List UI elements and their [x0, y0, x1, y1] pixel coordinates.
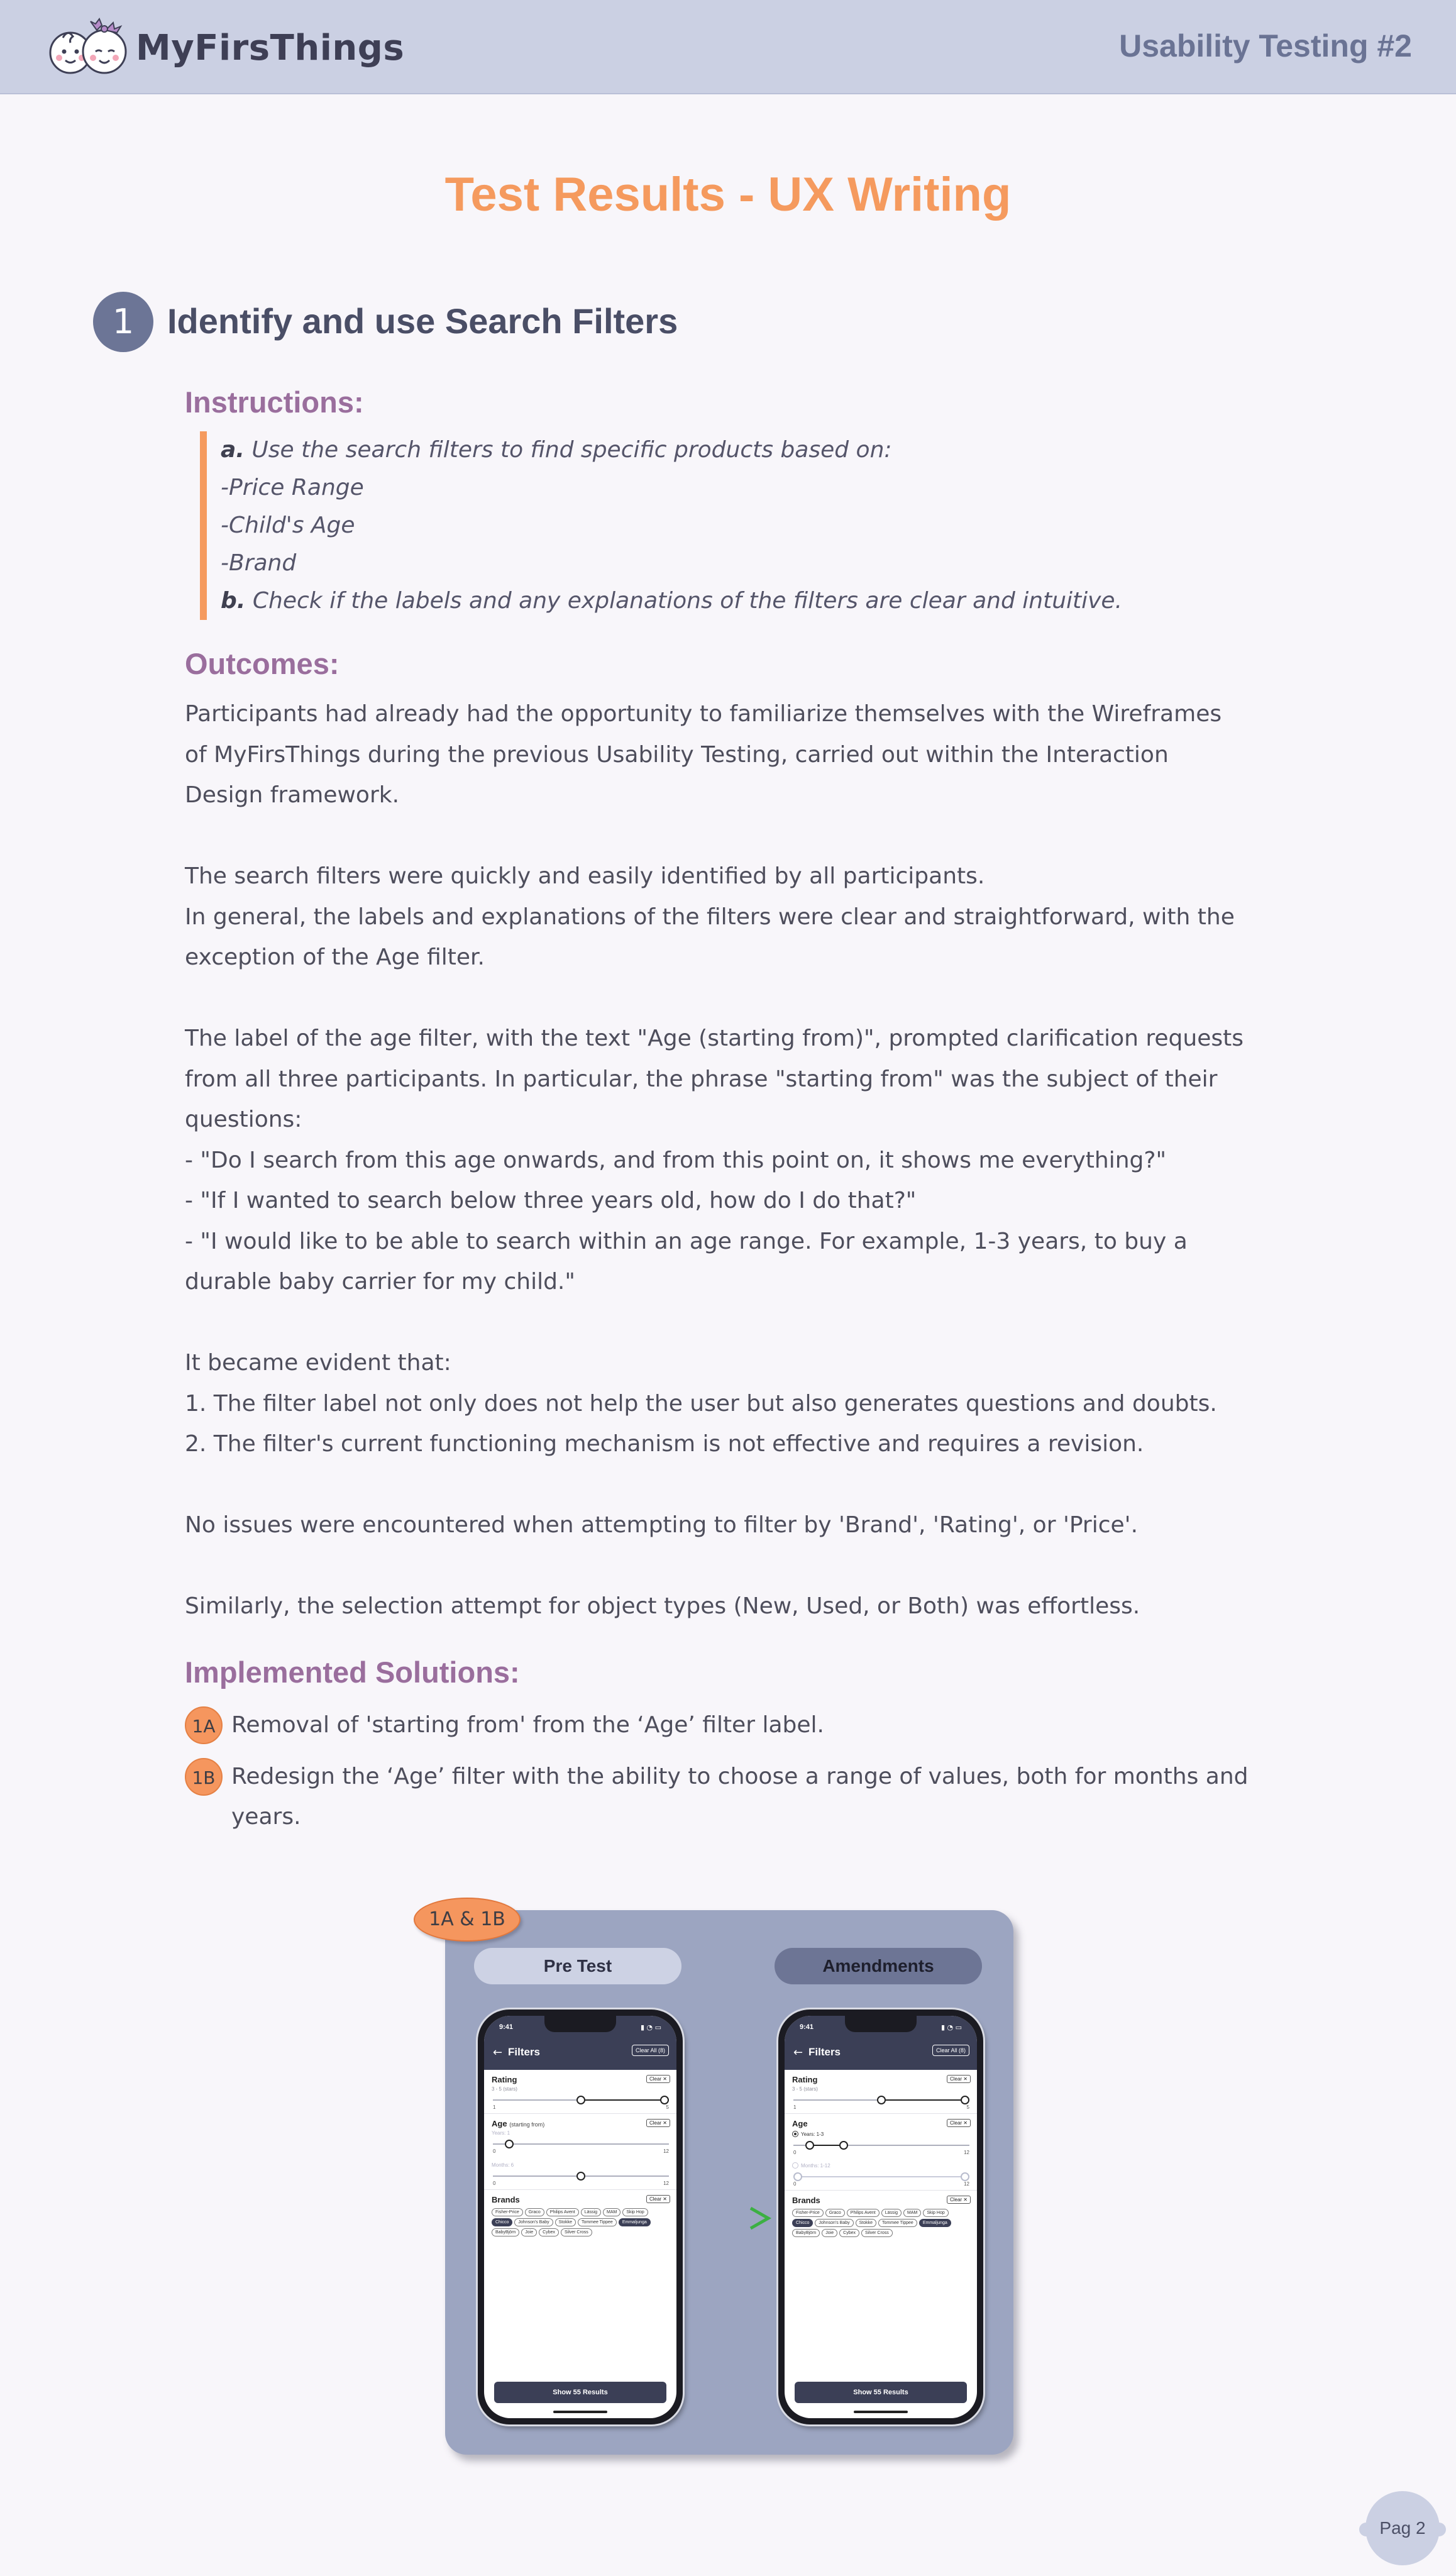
- solution-text: Removal of 'starting from' from the ‘Age’ filter label.: [231, 1712, 824, 1738]
- brand-chip[interactable]: Chicco: [792, 2219, 813, 2227]
- outcome-line: [185, 1303, 1291, 1344]
- outcome-line: 1. The filter label not only does not help the user but also generates questions and doubts.: [185, 1390, 1217, 1417]
- status-icons: ▮ ◔ ▭: [640, 2023, 661, 2032]
- instructions-heading: Instructions:: [185, 385, 364, 419]
- brand-chip[interactable]: Stokke: [555, 2218, 576, 2226]
- brand-chip[interactable]: Philips Avent: [847, 2209, 880, 2217]
- amendments-label: Amendments: [775, 1948, 982, 1984]
- clear-button[interactable]: Clear ✕: [947, 2119, 971, 2127]
- rating-value: 3 - 5 (stars): [492, 2086, 517, 2092]
- outcome-line: Similarly, the selection attempt for object types (New, Used, or Both) was effortless.: [185, 1593, 1140, 1619]
- clear-all-button[interactable]: Clear All (8): [632, 2045, 669, 2056]
- brand-chip[interactable]: Tommee Tippee: [578, 2218, 617, 2226]
- status-time: 9:41: [800, 2023, 814, 2031]
- clear-button[interactable]: Clear ✕: [947, 2075, 971, 2083]
- instruction-a: a. Use the search filters to find specific products based on:: [221, 437, 892, 463]
- brand-chip[interactable]: Skip Hop: [923, 2209, 948, 2217]
- years-range-slider[interactable]: [792, 2138, 971, 2155]
- slider-thumb[interactable]: [805, 2141, 814, 2150]
- outcome-line: of MyFirsThings during the previous Usability Testing, carried out within the Interaction: [185, 741, 1169, 768]
- brand-chip[interactable]: Johnson's Baby: [514, 2218, 553, 2226]
- outcome-line: from all three participants. In particular, the phrase "starting from" was the subject of their: [185, 1066, 1218, 1092]
- rating-slider[interactable]: [492, 2093, 670, 2109]
- outcome-line: Design framework.: [185, 782, 400, 808]
- instruction-b: b. Check if the labels and any explanations of the filters are clear and intuitive.: [221, 588, 1123, 614]
- age-title: Age: [792, 2119, 808, 2128]
- slider-max: 12: [663, 2181, 669, 2186]
- months-label: Months: 6: [492, 2162, 514, 2168]
- brand-chip[interactable]: Cybex: [839, 2229, 859, 2237]
- months-label: Months: 1-12: [801, 2162, 830, 2169]
- filters-title: Filters: [508, 2046, 541, 2058]
- brand-chip[interactable]: MAM: [903, 2209, 921, 2217]
- outcome-line: Participants had already had the opportunity to familiarize themselves with the Wireframes: [185, 701, 1222, 727]
- brand-chip[interactable]: Stokke: [856, 2219, 876, 2227]
- rating-value: 3 - 5 (stars): [792, 2086, 818, 2092]
- slider-thumb[interactable]: [839, 2141, 848, 2150]
- brand-chip[interactable]: Fisher-Price: [492, 2208, 523, 2216]
- brand-chips: [492, 2208, 670, 2236]
- brand-chip[interactable]: Lässig: [881, 2209, 902, 2217]
- slider-thumb[interactable]: [793, 2172, 802, 2181]
- outcome-line: [185, 1546, 1291, 1587]
- section-title: Identify and use Search Filters: [167, 301, 678, 341]
- outcome-line: questions:: [185, 1107, 302, 1132]
- outcome-line: [185, 1465, 1291, 1506]
- brand-chip[interactable]: Skip Hop: [622, 2208, 648, 2216]
- years-label: Years: 1: [492, 2130, 510, 2136]
- solution-1a: [185, 1706, 824, 1745]
- home-indicator: [854, 2411, 908, 2413]
- slider-thumb[interactable]: [576, 2172, 585, 2181]
- slider-min: 1: [793, 2104, 797, 2110]
- clear-button[interactable]: Clear ✕: [646, 2119, 670, 2127]
- figure-badge: 1A & 1B: [414, 1898, 521, 1942]
- instruction-item: -Brand: [221, 550, 297, 576]
- brand-chip[interactable]: MAM: [603, 2208, 620, 2216]
- brands-title: Brands: [792, 2196, 820, 2205]
- age-section: [785, 2114, 977, 2191]
- slider-min: 0: [793, 2181, 797, 2187]
- slider-min: 1: [493, 2104, 496, 2110]
- rating-section: [785, 2070, 977, 2114]
- clear-button[interactable]: Clear ✕: [646, 2195, 670, 2203]
- slider-thumb[interactable]: [660, 2096, 669, 2104]
- solution-badge: 1A: [185, 1706, 223, 1744]
- brand-chip[interactable]: Philips Avent: [546, 2208, 579, 2216]
- outcome-line: - "I would like to be able to search within an age range. For example, 1-3 years, to buy a: [185, 1228, 1188, 1254]
- clear-button[interactable]: Clear ✕: [947, 2196, 971, 2204]
- slider-max: 5: [966, 2104, 969, 2110]
- slider-thumb[interactable]: [576, 2096, 585, 2104]
- age-title: Age (starting from): [492, 2119, 545, 2128]
- brand-chip[interactable]: BabyBjörn: [492, 2228, 519, 2236]
- pre-test-label: Pre Test: [474, 1948, 681, 1984]
- slider-min: 0: [493, 2181, 496, 2186]
- brands-section: [785, 2191, 977, 2241]
- brand-chips: [792, 2209, 971, 2237]
- brands-title: Brands: [492, 2195, 520, 2204]
- status-icons: ▮ ◔ ▭: [940, 2023, 962, 2032]
- brands-section: [484, 2190, 676, 2240]
- phone-notch: [544, 2016, 616, 2032]
- home-indicator: [553, 2411, 607, 2413]
- brand-chip[interactable]: Chicco: [492, 2218, 512, 2226]
- instruction-item: -Child's Age: [221, 512, 355, 538]
- brand-chip[interactable]: Tommee Tippee: [878, 2219, 917, 2227]
- section-number-badge: 1: [93, 292, 153, 352]
- slider-min: 0: [793, 2150, 797, 2155]
- slider-thumb[interactable]: [961, 2172, 969, 2181]
- outcomes-heading: Outcomes:: [185, 647, 339, 680]
- solutions-heading: Implemented Solutions:: [185, 1656, 520, 1689]
- arrow-left-icon[interactable]: ←: [493, 2046, 503, 2059]
- brand-chip[interactable]: Lässig: [581, 2208, 601, 2216]
- page-title: Test Results - UX Writing: [444, 168, 1012, 221]
- radio-unselected-icon[interactable]: [792, 2162, 798, 2169]
- slider-thumb[interactable]: [961, 2096, 969, 2104]
- instruction-item: -Price Range: [221, 475, 364, 500]
- brand-logo: [44, 16, 404, 79]
- outcome-line: - "Do I search from this age onwards, and from this point on, it shows me everything?": [185, 1147, 1167, 1173]
- solution-1b: [185, 1758, 1249, 1837]
- outcome-line: durable baby carrier for my child.": [185, 1269, 575, 1295]
- brand-chip[interactable]: Silver Cross: [861, 2229, 893, 2237]
- outcome-line: The label of the age filter, with the text "Age (starting from)", prompted clarification requests: [185, 1025, 1244, 1051]
- header-title: Usability Testing #2: [1119, 28, 1412, 64]
- radio-selected-icon[interactable]: [792, 2131, 798, 2137]
- years-option[interactable]: [792, 2131, 971, 2137]
- brand-chip[interactable]: Johnson's Baby: [815, 2219, 853, 2227]
- outcome-line: In general, the labels and explanations of the filters were clear and straightforward, with the: [185, 904, 1235, 930]
- slider-max: 5: [666, 2104, 669, 2110]
- status-time: 9:41: [499, 2023, 514, 2031]
- phone-screen: [484, 2016, 676, 2418]
- brand-chip[interactable]: Graco: [525, 2208, 544, 2216]
- years-label: Years: 1-3: [801, 2131, 824, 2137]
- show-results-button[interactable]: Show 55 Results: [494, 2382, 666, 2403]
- phone-screen: [785, 2016, 977, 2418]
- slider-max: 12: [663, 2148, 669, 2154]
- instructions-quote: [200, 431, 1294, 620]
- outcome-line: 2. The filter's current functioning mechanism is not effective and requires a revision.: [185, 1431, 1144, 1457]
- arrow-left-icon[interactable]: ←: [793, 2046, 803, 2059]
- months-slider[interactable]: [492, 2169, 670, 2186]
- clear-all-button[interactable]: Clear All (8): [932, 2045, 969, 2056]
- show-results-button[interactable]: Show 55 Results: [795, 2382, 967, 2403]
- pre-test-phone: [478, 2009, 683, 2424]
- rating-slider[interactable]: [792, 2093, 971, 2109]
- outcome-line: - "If I wanted to search below three years old, how do I do that?": [185, 1188, 917, 1213]
- baby-faces-logo-icon: [44, 16, 132, 79]
- rating-section: [484, 2070, 676, 2114]
- outcome-line: It became evident that:: [185, 1350, 451, 1376]
- brand-chip[interactable]: Joie: [822, 2229, 837, 2237]
- slider-min: 0: [493, 2148, 496, 2154]
- outcome-line: exception of the Age filter.: [185, 944, 485, 970]
- brand-chip[interactable]: Joie: [521, 2228, 537, 2236]
- solution-badge: 1B: [185, 1758, 223, 1796]
- brand-chip[interactable]: Emmaljunga: [919, 2219, 951, 2227]
- clear-button[interactable]: Clear ✕: [646, 2075, 670, 2083]
- months-range-slider[interactable]: [792, 2170, 971, 2186]
- years-slider[interactable]: [492, 2137, 670, 2153]
- page-number: Pag 2: [1365, 2491, 1440, 2565]
- months-option[interactable]: [792, 2162, 971, 2169]
- outcome-line: [185, 978, 1291, 1019]
- brand-chip[interactable]: Emmaljunga: [619, 2218, 651, 2226]
- brand-chip[interactable]: Fisher-Price: [792, 2209, 824, 2217]
- brand-chip[interactable]: Silver Cross: [561, 2228, 592, 2236]
- outcomes-body: [185, 694, 1291, 1627]
- amendments-phone: [778, 2009, 983, 2424]
- solution-text: Redesign the ‘Age’ filter with the ability to choose a range of values, both for months and years.: [231, 1764, 1249, 1830]
- slider-thumb[interactable]: [877, 2096, 886, 2104]
- page-header: [0, 0, 1456, 94]
- arrow-right-icon: [685, 2206, 773, 2231]
- filters-title: Filters: [808, 2046, 841, 2058]
- brand-chip[interactable]: BabyBjörn: [792, 2229, 820, 2237]
- slider-max: 12: [964, 2150, 969, 2155]
- phone-notch: [845, 2016, 917, 2032]
- age-section: [484, 2114, 676, 2190]
- slider-thumb[interactable]: [505, 2140, 514, 2148]
- outcome-line: The search filters were quickly and easily identified by all participants.: [185, 863, 985, 889]
- brand-name: MyFirsThings: [136, 27, 405, 69]
- rating-title: Rating: [492, 2075, 517, 2084]
- rating-title: Rating: [792, 2075, 818, 2084]
- outcome-line: [185, 816, 1291, 857]
- brand-chip[interactable]: Graco: [825, 2209, 845, 2217]
- slider-max: 12: [964, 2181, 969, 2187]
- brand-chip[interactable]: Cybex: [539, 2228, 559, 2236]
- outcome-line: No issues were encountered when attempting to filter by 'Brand', 'Rating', or 'Price'.: [185, 1512, 1139, 1538]
